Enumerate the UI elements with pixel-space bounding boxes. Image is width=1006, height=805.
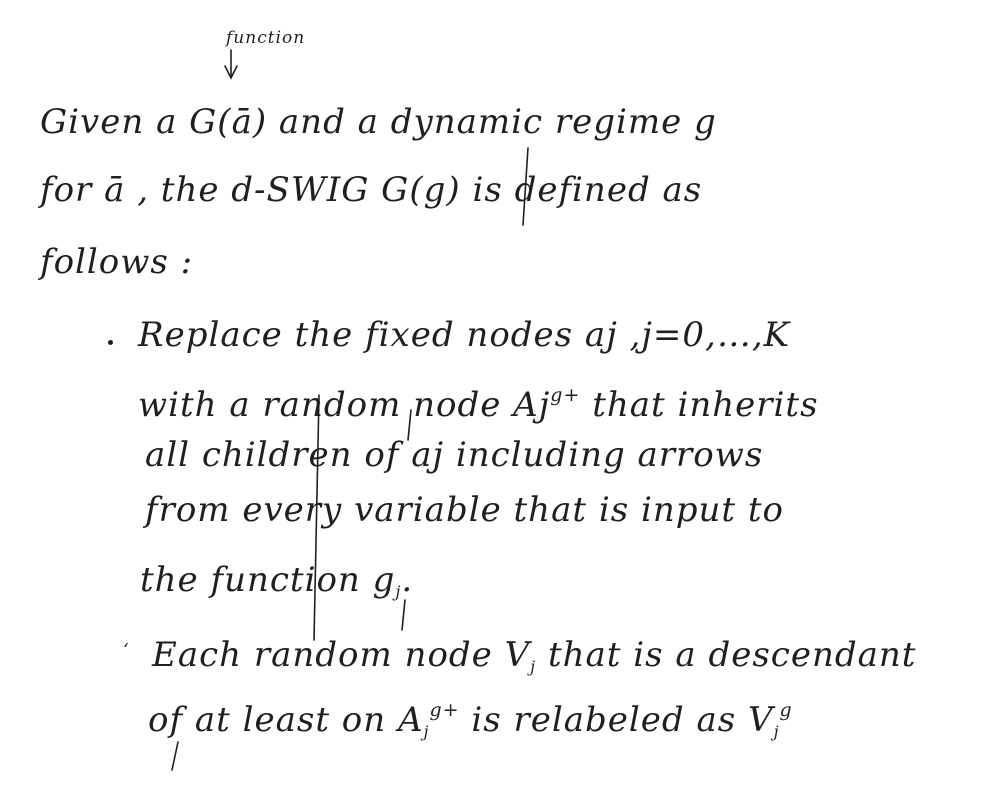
subscript-j: j xyxy=(395,582,402,601)
function-annotation: function xyxy=(226,28,306,48)
bullet-2-dot: ʻ xyxy=(123,640,130,661)
text-line-3: follows : xyxy=(40,242,194,282)
bullet-2-line-1 xyxy=(152,635,916,675)
bullet-1-line-5-end: . xyxy=(401,560,414,600)
superscript-g-plus: g+ xyxy=(429,699,460,721)
bullet-1-line-2-text: with a random node Aj xyxy=(138,385,551,425)
bullet-1-line-2 xyxy=(138,385,819,425)
subscript-j: j xyxy=(773,722,780,741)
superscript-g: g xyxy=(779,699,793,721)
superscript-g-plus: g+ xyxy=(550,384,581,406)
text-line-1: Given a G(ā) and a dynamic regime g xyxy=(40,102,717,142)
subscript-j: j xyxy=(423,722,430,741)
bullet-1-line-5-text: the function g xyxy=(140,560,396,600)
bullet-1-line-5 xyxy=(140,560,413,600)
bullet-2-line-2 xyxy=(148,700,793,740)
bullet-1-line-2-rest: that inherits xyxy=(592,385,819,425)
text-line-2: for ā , the d-SWIG G(g) is defined as xyxy=(40,170,703,210)
bullet-2-line-2-text: of at least on A xyxy=(148,700,424,740)
subscript-j: j xyxy=(530,657,537,676)
bullet-2-line-2-mid: is relabeled as V xyxy=(471,700,774,740)
bullet-1-line-3: all children of aj including arrows xyxy=(145,435,764,475)
bullet-2-line-1-rest: that is a descendant xyxy=(547,635,917,675)
bullet-1-line-1: Replace the fixed nodes aj ,j=0,…,K xyxy=(138,315,791,355)
bullet-1-dot xyxy=(108,340,113,345)
bullet-2-line-1-text: Each random node V xyxy=(152,635,531,675)
bullet-1-line-4: from every variable that is input to xyxy=(145,490,784,530)
